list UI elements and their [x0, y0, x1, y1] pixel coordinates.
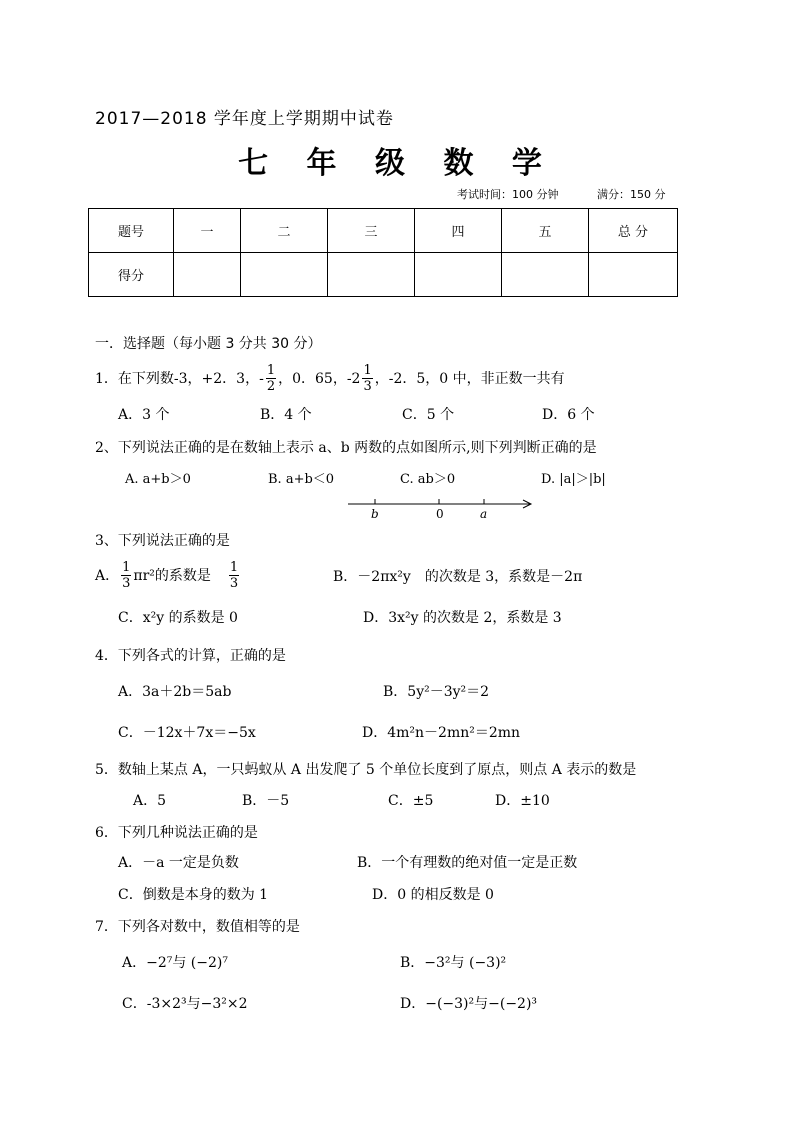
q5-option-d: D．±10	[495, 793, 550, 809]
score-cell[interactable]	[174, 253, 241, 297]
q7-option-c: C．-3×2³与−3²×2	[122, 996, 248, 1012]
score-header-cell: 四	[415, 209, 502, 253]
score-table-score-row	[89, 253, 678, 297]
fraction-numerator: 1	[363, 362, 372, 378]
q4-option-b: B．5y²－3y²＝2	[383, 684, 490, 700]
score-header-cell: 五	[502, 209, 589, 253]
q7-option-d: D．−(−3)²与−(−2)³	[400, 996, 538, 1012]
q2-option-d: D. |a|＞|b|	[541, 472, 606, 487]
q4-option-c: C．－12x＋7x＝−5x	[118, 725, 256, 741]
q3-option-d: D．3x²y 的次数是 2，系数是 3	[363, 610, 562, 626]
score-header-cell: 三	[328, 209, 415, 253]
q1-fraction-1	[266, 364, 276, 393]
fraction-numerator: 1	[122, 559, 131, 575]
q3-a-value-fraction	[229, 561, 239, 590]
fraction-denominator: 3	[363, 378, 372, 394]
score-cell[interactable]	[241, 253, 328, 297]
score-cell[interactable]	[328, 253, 415, 297]
score-row-label: 得分	[89, 253, 174, 297]
q3-option-b: B．－2πx²y 的次数是 3，系数是－2π	[333, 569, 583, 585]
q7-option-b: B．−3²与 (−3)²	[400, 955, 507, 971]
page-title: 七 年 级 数 学	[238, 146, 556, 181]
q1-prefix: 1．在下列数-3，+2．3，-	[95, 371, 264, 387]
score-cell[interactable]	[415, 253, 502, 297]
fraction-denominator: 3	[229, 575, 239, 591]
question-2: 2、下列说法正确的是在数轴上表示 a、b 两数的点如图所示,则下列判断正确的是	[95, 440, 597, 456]
question-7: 7．下列各对数中，数值相等的是	[95, 919, 300, 935]
q1-option-a: A．3 个	[118, 407, 170, 423]
q3-a-expression: πr²的系数是	[133, 568, 211, 584]
score-header-cell: 二	[241, 209, 328, 253]
q3-option-a	[95, 555, 241, 595]
question-3: 3、下列说法正确的是	[95, 533, 230, 549]
score-cell[interactable]	[589, 253, 678, 297]
question-4: 4．下列各式的计算，正确的是	[95, 648, 286, 664]
q6-option-a: A．－a 一定是负数	[118, 855, 239, 871]
q5-option-c: C．±5	[388, 793, 434, 809]
q3-a-fraction	[121, 561, 131, 590]
q2-option-a: A. a+b＞0	[125, 472, 191, 487]
score-header-cell: 一	[174, 209, 241, 253]
q5-option-b: B．－5	[242, 793, 290, 809]
option-label: A．	[95, 568, 120, 584]
label-a: a	[480, 507, 488, 521]
question-6: 6．下列几种说法正确的是	[95, 825, 258, 841]
q4-option-a: A．3a＋2b＝5ab	[118, 684, 232, 700]
score-header-cell: 题号	[89, 209, 174, 253]
exam-time: 考试时间：100 分钟	[457, 188, 559, 201]
label-zero: 0	[436, 507, 444, 521]
q7-option-a: A．−2⁷与 (−2)⁷	[122, 955, 228, 971]
section-heading: 一．选择题（每小题 3 分共 30 分）	[95, 336, 322, 352]
fraction-denominator: 3	[122, 575, 131, 591]
label-b: b	[371, 507, 379, 521]
q3-option-c: C．x²y 的系数是 0	[118, 610, 238, 626]
q6-option-d: D．0 的相反数是 0	[372, 887, 494, 903]
number-line	[345, 494, 540, 524]
q4-option-d: D．4m²n－2mn²＝2mn	[362, 725, 521, 741]
question-5: 5．数轴上某点 A，一只蚂蚁从 A 出发爬了 5 个单位长度到了原点，则点 A 表示的数是	[95, 762, 637, 778]
exam-header: 2017—2018 学年度上学期期中试卷	[95, 109, 394, 129]
score-cell[interactable]	[502, 253, 589, 297]
score-table-header-row	[89, 209, 678, 253]
q2-option-c: C. ab＞0	[400, 472, 456, 487]
q1-mid: ，0．65，-2	[278, 371, 361, 387]
q1-suffix: ，-2．5，0 中，非正数一共有	[374, 371, 565, 387]
q1-option-b: B．4 个	[260, 407, 312, 423]
question-1	[95, 358, 565, 398]
q6-option-b: B．一个有理数的绝对值一定是正数	[357, 855, 578, 871]
q5-option-a: A．5	[133, 793, 167, 809]
fraction-denominator: 2	[266, 378, 276, 394]
q2-option-b: B. a+b＜0	[268, 472, 335, 487]
full-score: 满分：150 分	[597, 188, 666, 201]
q1-option-c: C．5 个	[402, 407, 455, 423]
q1-option-d: D．6 个	[542, 407, 595, 423]
fraction-numerator: 1	[229, 559, 239, 575]
score-header-cell: 总 分	[589, 209, 678, 253]
q6-option-c: C．倒数是本身的数为 1	[118, 887, 269, 903]
q1-fraction-2	[362, 364, 372, 393]
score-table	[88, 208, 678, 297]
fraction-numerator: 1	[266, 362, 276, 378]
